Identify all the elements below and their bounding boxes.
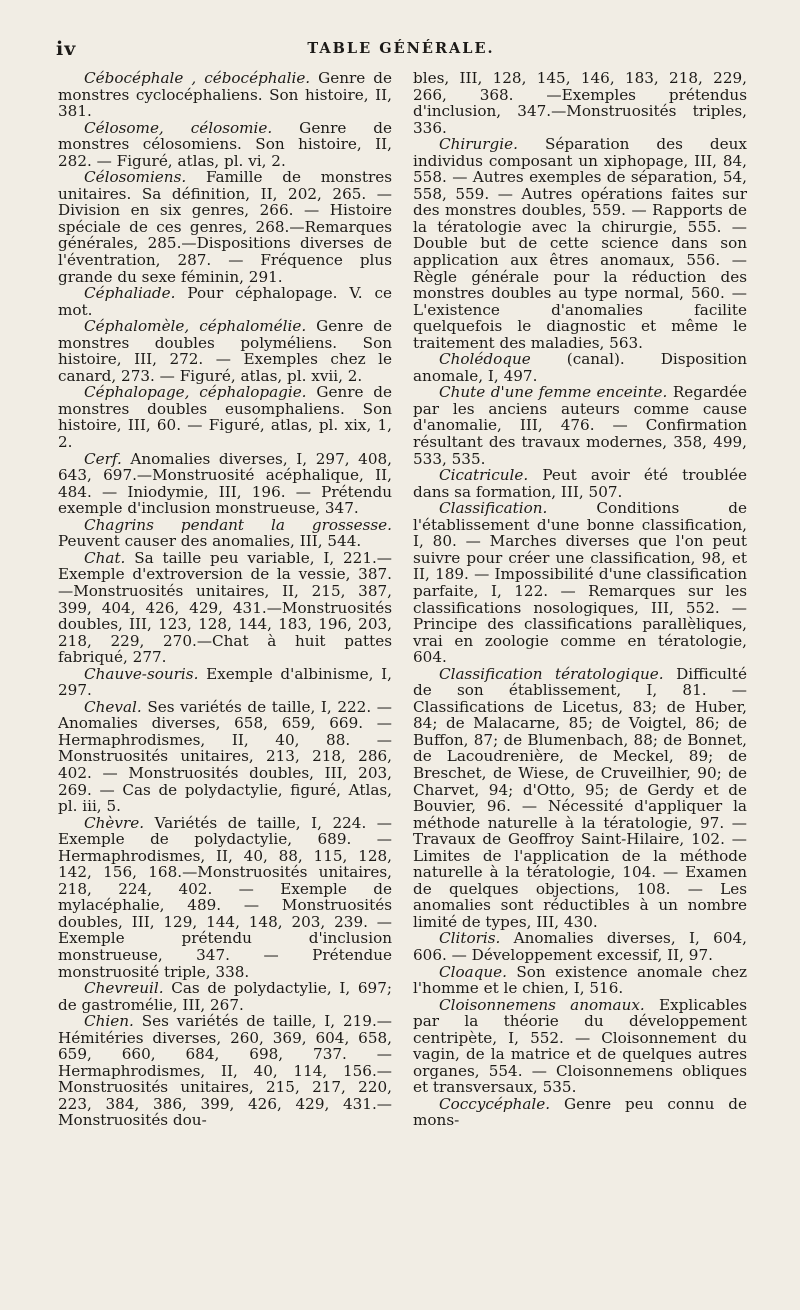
- index-term: Célosomiens.: [84, 168, 187, 187]
- index-entry: [413, 666, 747, 931]
- index-entry: [413, 351, 747, 384]
- index-description: Genre de monstres cyclocéphaliens. Son histoire, II, 381.: [58, 69, 392, 121]
- index-description: bles, III, 128, 145, 146, 183, 218, 229, 266, 368. —Exemples prétendus d'inclusion, 347.—Monstruosités triples, 336.: [413, 69, 747, 137]
- index-description: Genre de monstres doubles polyméliens. Son histoire, III, 272. — Exemples chez le canard, 273. — Figuré, atlas, pl. xvii, 2.: [58, 317, 393, 385]
- index-term: Chagrins pendant la grossesse.: [84, 515, 392, 534]
- index-entry: [413, 467, 747, 500]
- index-description: Genre de monstres doubles eusomphaliens. Son histoire, III, 60. — Figuré, atlas, pl. xix, 1, 2.: [58, 383, 392, 452]
- index-term: Cholédoque: [439, 350, 531, 369]
- index-description: Séparation des deux individus composant un xiphopage, III, 84, 558. — Autres exemples de séparation, 54, 558, 559. — Autres opérations faites sur des monstres doubles, 559. — Rapports de la tératologie avec la chirurgie, 555. — Double but de cette science dans son application aux êtres anomaux, 556. — Règle générale pour la réduction des monstres doubles au type normal, 560. — L'existence d'anomalies facilite quelquefois le diagnostic et même le traitement des maladies, 563.: [413, 135, 747, 352]
- index-description: Difficulté de son établissement, I, 81. — Classifications de Licetus, 83; de Huber, 84; de Malacarne, 85; de Voigtel, 86; de Buffon, 87; de Blumenbach, 88; de Bonnet, de Lacoudrenière, de Meckel, 89; de Breschet, de Wiese, de Cruveilhier, 90; de Charvet, 94; d'Otto, 95; de Gerdy et de Bouvier, 96. — Nécessité d'appliquer la méthode naturelle à la tératologie, 97. — Travaux de Geoffroy Saint-Hilaire, 102. — Limites de l'application de la méthode naturelle à la tératologie, 104. — Examen de quelques objections, 108. — Les anomalies sont réductibles à un nombre limité de types, III, 430.: [413, 664, 747, 931]
- index-entry: [58, 384, 392, 450]
- index-entry: [413, 500, 747, 665]
- index-entry: [413, 136, 747, 351]
- index-description: Famille de monstres unitaires. Sa définition, II, 202, 265. — Division en six genres, 266. — Histoire spéciale de ces genres, 268.—Remarques générales, 285.—Dispositions diverses de l'éventration, 287. — Fréquence plus grande du sexe féminin, 291.: [58, 168, 392, 286]
- index-entry: [58, 666, 392, 699]
- index-entry: [58, 550, 392, 666]
- index-term: Coccycéphale.: [439, 1094, 551, 1113]
- index-term: Cheval.: [84, 697, 142, 716]
- index-description: Peut avoir été troublée dans sa formation, III, 507.: [413, 466, 747, 501]
- index-entry: [58, 318, 392, 384]
- index-description: Regardée par les anciens auteurs comme cause d'anomalie, III, 476. — Confirmation résultant des travaux modernes, 358, 499, 533, 535.: [413, 383, 747, 468]
- index-term: Chevreuil.: [84, 979, 164, 998]
- index-entry: [413, 930, 747, 963]
- index-entry: [58, 169, 392, 285]
- index-description: Sa taille peu variable, I, 221.— Exemple d'extroversion de la vessie, 387. —Monstruosités unitaires, II, 215, 387, 399, 404, 426, 429, 431.—Monstruosités doubles, III, 123, 128, 144, 183, 196, 203, 218, 229, 270.—Chat à huit pattes fabriqué, 277.: [58, 548, 392, 667]
- index-term: Cerf.: [84, 449, 122, 468]
- left-column: [58, 70, 392, 1129]
- index-entry: [58, 980, 392, 1013]
- index-term: Chauve-souris.: [84, 664, 199, 683]
- index-term: Céphalopage, céphalopagie.: [84, 383, 307, 402]
- index-term: Chèvre.: [84, 813, 145, 832]
- index-description: (canal). Disposition anomale, I, 497.: [413, 350, 747, 385]
- index-entry: [58, 120, 392, 170]
- index-entry: [413, 70, 747, 136]
- index-description: Anomalies diverses, I, 604, 606. — Développement excessif, II, 97.: [413, 929, 747, 964]
- index-term: Céphalomèle, céphalomélie.: [84, 317, 307, 336]
- index-entry: [58, 285, 392, 318]
- index-term: Classification.: [439, 499, 548, 518]
- index-entry: [58, 451, 392, 517]
- right-column: [413, 70, 747, 1129]
- index-entry: [413, 997, 747, 1096]
- index-entry: [413, 1096, 747, 1129]
- index-entry: [413, 384, 747, 467]
- index-description: Peuvent causer des anomalies, III, 544.: [58, 532, 362, 551]
- page-header: [56, 38, 746, 62]
- index-description: Variétés de taille, I, 224. — Exemple de polydactylie, 689. — Hermaphrodismes, II, 40, 88, 115, 128, 142, 156, 168.—Monstruosités unitaires, 218, 224, 402. — Exemple de mylacéphalie, 489. — Monstruosités doubles, III, 129, 144, 148, 203, 239. — Exemple prétendu d'inclusion monstrueuse, 347. — Prétendue monstruosité triple, 338.: [58, 813, 392, 981]
- index-description: Ses variétés de taille, I, 222. —Anomalies diverses, 658, 659, 669. — Hermaphrodismes, II, 40, 88. — Monstruosités unitaires, 213, 218, 286, 402. — Monstruosités doubles, III, 203, 269. — Cas de polydactylie, figuré, Atlas, pl. iii, 5.: [58, 697, 392, 816]
- index-description: Son existence anomale chez l'homme et le chien, I, 516.: [413, 962, 747, 998]
- index-term: Classification tératologique.: [439, 664, 664, 683]
- index-term: Chat.: [84, 548, 126, 567]
- index-entry: [58, 1013, 392, 1129]
- index-term: Chirurgie.: [439, 135, 518, 154]
- index-term: Cloaque.: [439, 962, 507, 981]
- index-description: Pour céphalopage. V. ce mot.: [58, 284, 392, 319]
- index-term: Chute d'une femme enceinte.: [439, 383, 668, 402]
- index-entry: [58, 70, 392, 120]
- index-description: Explicables par la théorie du développement centripète, I, 552. — Cloisonnement du vagin, de la matrice et de quelques autres organes, 554. — Cloisonnemens obliques et transversaux, 535.: [413, 995, 747, 1097]
- index-term: Cloisonnemens anomaux.: [439, 995, 645, 1014]
- index-entry: [58, 699, 392, 815]
- index-entry: [58, 517, 392, 550]
- index-description: Anomalies diverses, I, 297, 408, 643, 697.—Monstruosité acéphalique, II, 484. — Iniodymie, III, 196. — Prétendu exemple d'inclusion monstrueuse, 347.: [58, 449, 392, 518]
- page-number: iv: [56, 38, 77, 60]
- index-term: Clitoris.: [439, 929, 501, 948]
- running-title: TABLE GÉNÉRALE.: [307, 40, 495, 57]
- index-description: Cas de polydactylie, I, 697; de gastromélie, III, 267.: [58, 979, 392, 1014]
- index-description: Ses variétés de taille, I, 219.— Hémitéries diverses, 260, 369, 604, 658, 659, 660, 684, 698, 737. — Hermaphrodismes, II, 40, 114, 156.—Monstruosités unitaires, 215, 217, 220, 223, 384, 386, 399, 426, 429, 431.—Monstruosités dou-: [58, 1012, 392, 1130]
- index-term: Chien.: [84, 1012, 134, 1031]
- index-term: Célosome, célosomie.: [84, 118, 273, 137]
- index-description: Genre de monstres célosomiens. Son histoire, II, 282. — Figuré, atlas, pl. vi, 2.: [58, 118, 392, 170]
- index-term: Céphaliade.: [84, 284, 176, 303]
- index-entry: [413, 964, 747, 997]
- index-description: Conditions de l'établissement d'une bonne classification, I, 80. — Marches diverses que l'on peut suivre pour créer une classification, 98, et II, 189. — Impossibilité d'une classification parfaite, I, 122. — Remarques sur les classifications nosologiques, III, 552. — Principe des classifications parallèliques, vrai en zoologie comme en tératologie, 604.: [413, 499, 747, 667]
- index-term: Cébocéphale , cébocéphalie.: [84, 69, 311, 87]
- index-description: Exemple d'albinisme, I, 297.: [58, 664, 392, 700]
- index-term: Cicatricule.: [439, 466, 529, 485]
- index-description: Genre peu connu de mons-: [413, 1094, 747, 1130]
- index-entry: [58, 815, 392, 980]
